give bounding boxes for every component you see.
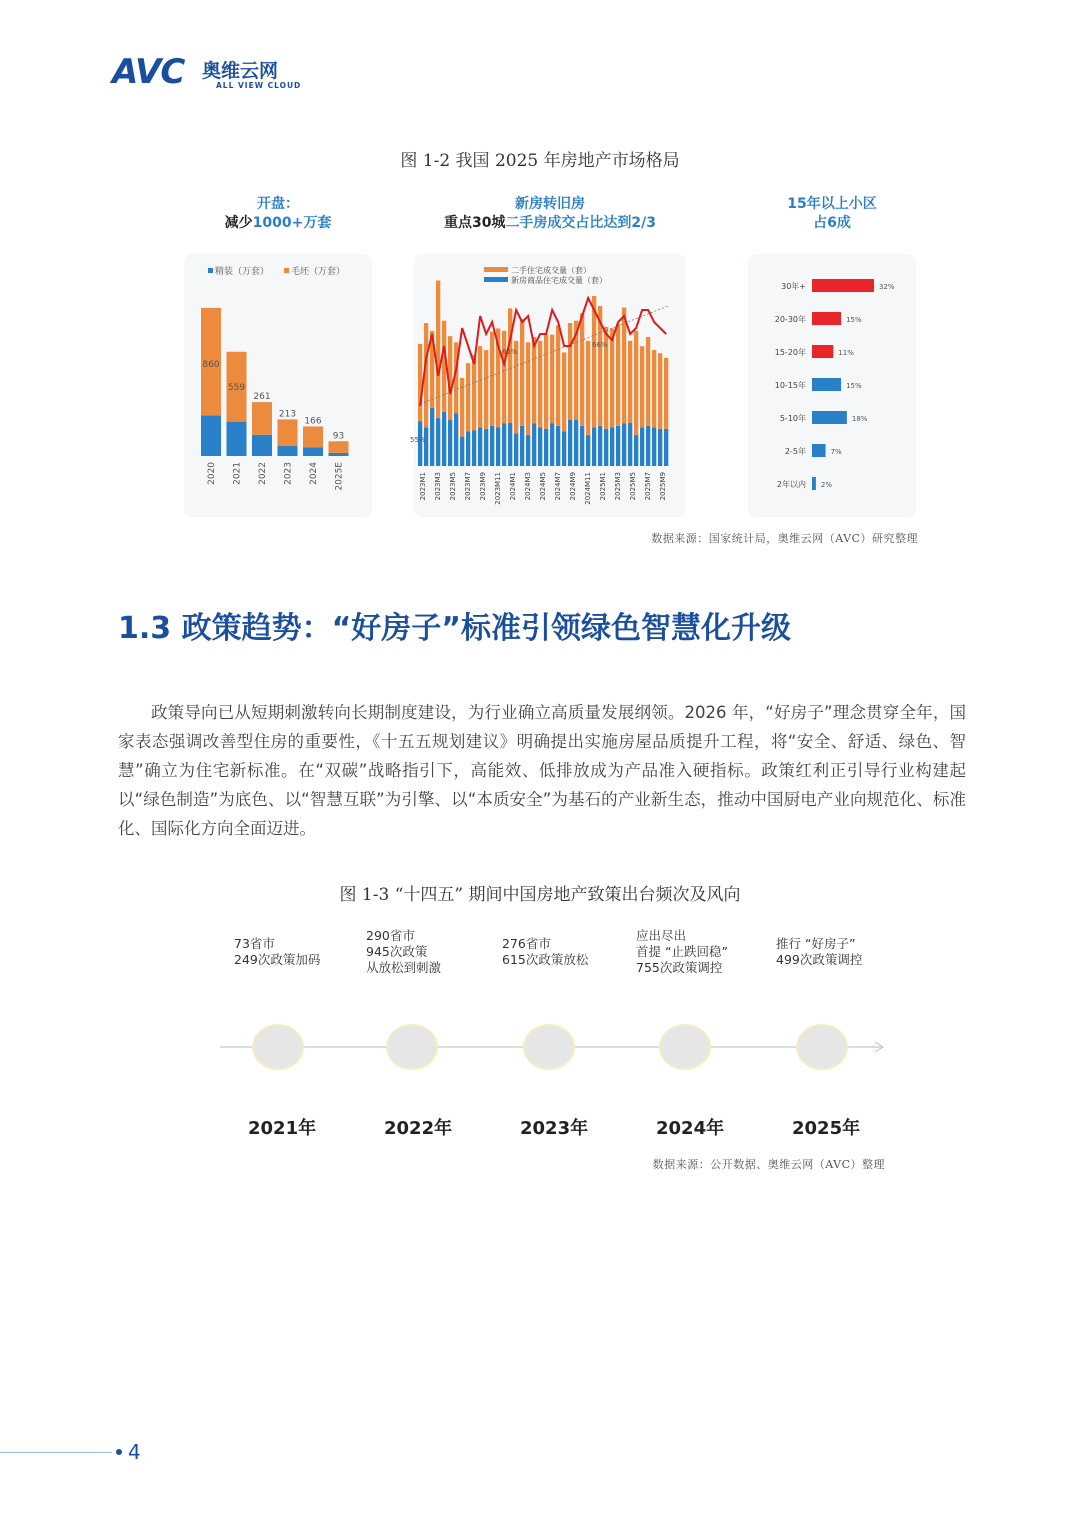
x-tick-label: 2023M1 <box>419 472 427 501</box>
bar-second-hand <box>628 341 632 423</box>
x-tick-label: 2024M5 <box>539 472 547 501</box>
y-tick-label: 30年+ <box>781 282 806 291</box>
y-tick-label: 10-15年 <box>774 381 806 390</box>
bar-new-house <box>454 413 458 466</box>
bar-new-house <box>520 426 524 466</box>
bar-second-hand <box>526 342 530 435</box>
bar-label-rough: 93 <box>332 431 345 442</box>
x-tick-label: 2023M9 <box>479 472 487 501</box>
paragraph-text: 政策导向已从短期刺激转向长期制度建设，为行业确立高质量发展纲领。2026 年，“好房子”理念贯穿全年，国家表态强调改善型住房的重要性，《十五五规划建议》明确提出实施房屋品质提升工程，将“安全、舒适、绿色、智慧”确立为住宅新标准。在“双碳”战略指引下，高能效、低排放成为产品准入硬指标。政策红利正引导行业构建起以“绿色制造”为底色、以“智慧互联”为引擎、以“本质安全”为基石的产业新生态，推动中国厨电产业向规范化、标准化、国际化方向全面迈进。 <box>118 703 966 838</box>
bar-new-house <box>652 427 656 466</box>
bar-second-hand <box>652 350 656 427</box>
bar-rough <box>278 419 298 446</box>
bar-housing-age <box>812 312 841 325</box>
panel-1-heading <box>184 195 372 233</box>
bar-housing-age <box>812 411 847 424</box>
bar-label-rough: 261 <box>253 392 271 403</box>
x-tick-label: 2025E <box>334 462 345 491</box>
bar-value-label: 18% <box>851 415 868 423</box>
timeline-2023-text <box>502 936 588 968</box>
bar-finished <box>201 415 221 456</box>
bar-new-house <box>628 423 632 466</box>
x-tick-label: 2024M1 <box>509 472 517 501</box>
chart-card-housing-age <box>748 254 916 517</box>
legend-label-second-hand: 二手住宅成交量（套） <box>511 266 591 275</box>
y-tick-label: 5-10年 <box>779 414 806 423</box>
timeline-2021-line1: 73省市 <box>234 936 275 951</box>
bar-new-house <box>430 408 434 466</box>
bar-second-hand <box>508 308 512 422</box>
bar-finished <box>227 422 247 456</box>
bar-housing-age <box>812 477 816 490</box>
timeline-2024-line1: 应出尽出 <box>636 928 687 943</box>
bar-second-hand <box>472 355 476 431</box>
bar-second-hand <box>466 363 470 431</box>
bar-housing-age <box>812 444 826 457</box>
bar-second-hand <box>610 328 614 427</box>
bar-second-hand <box>478 346 482 427</box>
timeline-year-2021: 2021年 <box>248 1118 317 1139</box>
timeline-2022-line1: 290省市 <box>366 928 415 943</box>
logo-mark: AVC <box>112 52 185 92</box>
section-paragraph <box>118 698 966 843</box>
bar-second-hand <box>586 341 590 435</box>
housing-age-bar-chart <box>748 254 916 517</box>
legend-label-new-house: 新房商品住宅成交量（套） <box>511 276 607 285</box>
x-tick-label: 2023M7 <box>464 472 472 501</box>
timeline-2023-line1: 276省市 <box>502 936 551 951</box>
x-tick-label: 2025M1 <box>599 472 607 501</box>
footer-dot <box>116 1449 122 1455</box>
timeline-year-2025: 2025年 <box>792 1118 861 1139</box>
bar-second-hand <box>592 296 596 427</box>
bar-finished <box>303 447 323 456</box>
bar-housing-age <box>812 345 833 358</box>
bar-value-label: 15% <box>846 316 862 324</box>
y-tick-label: 15-20年 <box>774 348 806 357</box>
figure-1-2-source: 数据来源：国家统计局，奥维云网（AVC）研究整理 <box>651 532 918 545</box>
section-heading: 1.3 政策趋势：“好房子”标准引领绿色智慧化升级 <box>118 611 792 646</box>
y-tick-label: 20-30年 <box>774 315 806 324</box>
bar-housing-age <box>812 279 874 292</box>
x-tick-label: 2024M3 <box>524 472 532 501</box>
timeline-2025-line1: 推行 “好房子” <box>776 936 856 951</box>
transactions-combo-chart <box>410 254 686 517</box>
timeline-2024-text <box>636 928 728 976</box>
bar-new-house <box>532 424 536 467</box>
bar-second-hand <box>568 323 572 420</box>
annotation-peak: 66% <box>592 341 608 349</box>
logo-english: ALL VIEW CLOUD <box>216 81 302 90</box>
legend-swatch-second-hand <box>484 267 508 272</box>
timeline-node-2023 <box>523 1024 575 1070</box>
bar-finished <box>252 435 272 456</box>
opening-stacked-bar-chart <box>184 254 372 517</box>
timeline-2024-line2: 首提 “止跌回稳” <box>636 944 728 959</box>
bar-second-hand <box>562 352 566 431</box>
panel-2-heading-line1: 新房转旧房 <box>515 196 585 212</box>
bar-new-house <box>490 426 494 466</box>
y-tick-label: 2-5年 <box>784 447 806 456</box>
bar-new-house <box>562 431 566 466</box>
bar-new-house <box>604 429 608 466</box>
bar-new-house <box>442 412 446 466</box>
bar-new-house <box>514 434 518 466</box>
panel-3-heading-line2: 占6成 <box>813 215 851 231</box>
bar-new-house <box>550 424 554 467</box>
timeline-2025-text <box>776 936 862 968</box>
timeline-2024-line3: 755次政策调控 <box>636 960 723 975</box>
panel-1-heading-tail: 万套 <box>303 215 332 231</box>
bar-new-house <box>466 431 470 466</box>
bar-value-label: 2% <box>820 481 832 489</box>
bar-new-house <box>508 423 512 466</box>
bar-finished <box>278 446 298 456</box>
bar-second-hand <box>502 331 506 424</box>
bar-second-hand <box>544 335 548 429</box>
panel-1-heading-line1: 开盘： <box>257 196 299 212</box>
timeline-node-2024 <box>659 1024 711 1070</box>
bar-second-hand <box>616 324 620 426</box>
x-tick-label: 2025M5 <box>629 472 637 501</box>
bar-rough <box>303 427 323 448</box>
bar-second-hand <box>664 358 668 429</box>
bar-second-hand <box>418 344 422 421</box>
bar-rough <box>329 441 349 453</box>
timeline-year-2023: 2023年 <box>520 1118 589 1139</box>
bar-value-label: 32% <box>879 283 895 291</box>
x-tick-label: 2020 <box>207 462 217 485</box>
timeline-node-2022 <box>386 1024 438 1070</box>
x-tick-label: 2021 <box>232 462 243 485</box>
timeline-year-2024: 2024年 <box>656 1118 725 1139</box>
timeline-2022-line3: 从放松到刺激 <box>366 960 442 975</box>
timeline-2021-line2: 249次政策加码 <box>234 952 321 967</box>
bar-new-house <box>574 420 578 466</box>
legend-label-rough: 毛坯（万套） <box>291 267 346 277</box>
x-tick-label: 2024M11 <box>584 472 592 505</box>
x-tick-label: 2023 <box>283 462 294 485</box>
bar-new-house <box>586 435 590 466</box>
x-tick-label: 2023M11 <box>494 472 502 505</box>
bar-new-house <box>610 427 614 466</box>
x-tick-label: 2025M9 <box>659 472 667 501</box>
footer-rule <box>0 1452 112 1453</box>
bar-second-hand <box>520 319 524 426</box>
panel-1-heading-blue: 1000+ <box>252 215 304 231</box>
bar-second-hand <box>538 341 542 428</box>
bar-second-hand <box>622 308 626 424</box>
bar-second-hand <box>490 332 494 426</box>
bar-value-label: 11% <box>838 349 854 357</box>
bar-new-house <box>634 435 638 466</box>
panel-3-heading-line1: 15年以上小区 <box>787 196 877 212</box>
bar-new-house <box>580 426 584 466</box>
bar-second-hand <box>556 325 560 425</box>
timeline-2022-line2: 945次政策 <box>366 944 428 959</box>
bar-second-hand <box>550 335 554 424</box>
panel-1-heading-dark: 减少 <box>224 215 253 231</box>
legend-swatch-finished <box>208 268 213 273</box>
bar-new-house <box>436 418 440 466</box>
legend-swatch-rough <box>284 268 289 273</box>
bar-label-rough: 559 <box>227 383 246 394</box>
panel-3-heading <box>748 195 916 233</box>
timeline-node-2025 <box>796 1024 848 1070</box>
bar-new-house <box>478 427 482 466</box>
timeline-2022-text <box>366 928 441 976</box>
bar-new-house <box>616 426 620 466</box>
bar-second-hand <box>646 337 650 426</box>
bar-rough <box>252 402 272 435</box>
bar-new-house <box>664 429 668 466</box>
bar-new-house <box>646 426 650 466</box>
bar-new-house <box>544 429 548 466</box>
bar-new-house <box>556 426 560 466</box>
panel-2-heading-dark: 重点30城 <box>443 215 506 231</box>
x-tick-label: 2023M5 <box>449 472 457 501</box>
bar-new-house <box>592 427 596 466</box>
logo-chinese: 奥维云网 <box>202 60 279 82</box>
bar-second-hand <box>460 378 464 437</box>
timeline-node-2021 <box>252 1024 304 1070</box>
bar-new-house <box>502 424 506 467</box>
legend-label-finished: 精装（万套） <box>215 267 270 277</box>
bar-new-house <box>526 435 530 466</box>
figure-1-3-source: 数据来源：公开数据、奥维云网（AVC）整理 <box>652 1158 885 1171</box>
bar-new-house <box>658 429 662 466</box>
bar-second-hand <box>640 346 644 427</box>
y-tick-label: 2年以内 <box>776 480 806 489</box>
bar-label-rough: 213 <box>278 409 297 420</box>
panel-2-heading <box>400 195 700 233</box>
bar-new-house <box>460 437 464 466</box>
x-tick-label: 2022 <box>258 462 268 485</box>
bar-second-hand <box>532 337 536 424</box>
x-tick-label: 2024 <box>309 462 319 485</box>
bar-new-house <box>448 420 452 466</box>
bar-new-house <box>472 430 476 466</box>
bar-housing-age <box>812 378 841 391</box>
bar-second-hand <box>634 331 638 435</box>
annotation-start: 55% <box>410 436 426 444</box>
bar-second-hand <box>442 321 446 412</box>
figure-1-3-title: 图 1-3 “十四五” 期间中国房地产致策出台频次及风向 <box>339 885 741 905</box>
bar-second-hand <box>580 313 584 426</box>
bar-finished <box>329 453 349 456</box>
x-tick-label: 2023M3 <box>434 472 442 501</box>
bar-new-house <box>640 427 644 466</box>
x-tick-label: 2025M3 <box>614 472 622 501</box>
bar-value-label: 7% <box>830 448 842 456</box>
timeline-2023-line2: 615次政策放松 <box>502 952 589 967</box>
bar-new-house <box>424 427 428 466</box>
x-tick-label: 2024M9 <box>569 472 577 501</box>
figure-1-2-title: 图 1-2 我国 2025 年房地产市场格局 <box>400 151 680 171</box>
annotation-mid: 65% <box>502 348 518 356</box>
timeline-year-2022: 2022年 <box>384 1118 453 1139</box>
x-tick-label: 2025M7 <box>644 472 652 501</box>
panel-2-heading-blue: 二手房成交占比达到2/3 <box>505 215 657 231</box>
bar-new-house <box>622 424 626 467</box>
bar-new-house <box>598 426 602 466</box>
bar-second-hand <box>658 353 662 429</box>
bar-new-house <box>484 429 488 466</box>
legend-swatch-new-house <box>484 277 508 282</box>
bar-new-house <box>568 420 572 466</box>
bar-second-hand <box>484 350 488 429</box>
bar-label-rough: 860 <box>202 360 220 370</box>
bar-new-house <box>538 427 542 466</box>
page-number: 4 <box>128 1440 141 1464</box>
x-tick-label: 2024M7 <box>554 472 562 501</box>
timeline-2021-text <box>234 936 320 968</box>
bar-value-label: 15% <box>846 382 862 390</box>
bar-new-house <box>496 427 500 466</box>
timeline-2025-line2: 499次政策调控 <box>776 952 863 967</box>
avc-logo <box>112 52 312 96</box>
chart-card-transactions <box>410 254 686 517</box>
chart-card-opening <box>184 254 372 517</box>
bar-label-rough: 166 <box>304 416 322 427</box>
